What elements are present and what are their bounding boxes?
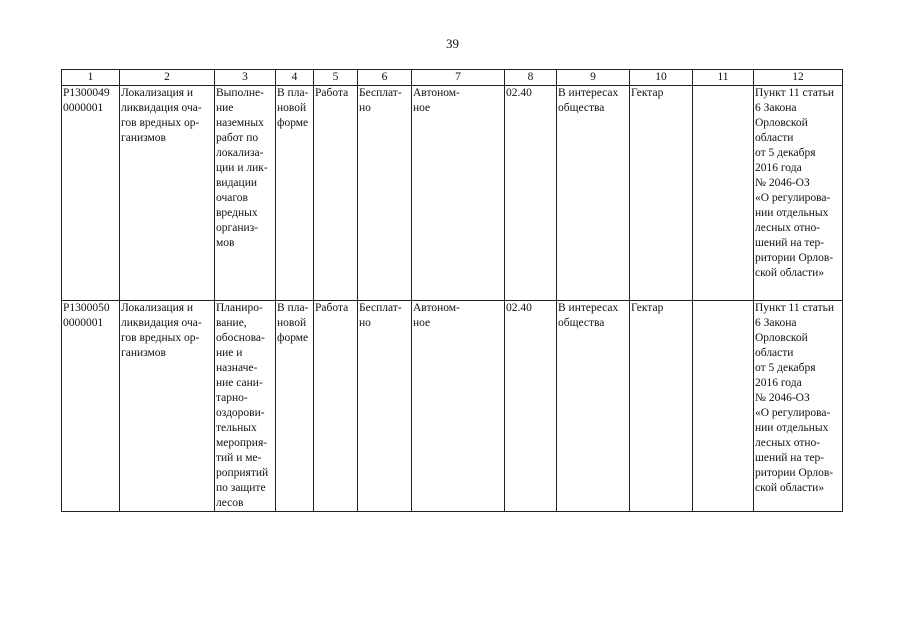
unit-cell: Гектар	[630, 86, 693, 301]
column-header-3: 3	[215, 70, 276, 86]
page-number: 39	[446, 36, 459, 51]
service-name-cell: Локализация и ликвидация оча- гов вредных ор- ганизмов	[120, 301, 215, 512]
column-header-7: 7	[412, 70, 505, 86]
column-header-10: 10	[630, 70, 693, 86]
empty-cell	[693, 86, 754, 301]
column-header-5: 5	[314, 70, 358, 86]
legal-basis-cell: Пункт 11 статьи 6 Закона Орловской области от 5 декабря 2016 года № 2046-ОЗ «О регулирова- нии отдельных лесных отно- шений на тер- ритории Орлов- ской области»	[754, 301, 843, 512]
institution-type-cell: Автоном- ное	[412, 86, 505, 301]
institution-type-cell: Автоном- ное	[412, 301, 505, 512]
column-header-1: 1	[62, 70, 120, 86]
okved-cell: 02.40	[505, 86, 557, 301]
registry-code-cell: P1300049 0000001	[62, 86, 120, 301]
service-name-cell: Локализация и ликвидация оча- гов вредных ор- ганизмов	[120, 86, 215, 301]
registry-code-cell: P1300050 0000001	[62, 301, 120, 512]
payment-cell: Бесплат- но	[358, 301, 412, 512]
service-type-cell: Работа	[314, 86, 358, 301]
payment-cell: Бесплат- но	[358, 86, 412, 301]
table-row	[62, 86, 843, 301]
service-type-cell: Работа	[314, 301, 358, 512]
consumers-cell: В интересах общества	[557, 301, 630, 512]
column-header-2: 2	[120, 70, 215, 86]
unit-cell: Гектар	[630, 301, 693, 512]
legal-basis-cell: Пункт 11 статьи 6 Закона Орловской области от 5 декабря 2016 года № 2046-ОЗ «О регулирова- нии отдельных лесных отно- шений на тер- ритории Орлов- ской области»	[754, 86, 843, 301]
service-form-cell: В пла- новой форме	[276, 86, 314, 301]
service-form-cell: В пла- новой форме	[276, 301, 314, 512]
column-header-9: 9	[557, 70, 630, 86]
services-registry-table	[61, 69, 843, 512]
column-header-4: 4	[276, 70, 314, 86]
column-header-11: 11	[693, 70, 754, 86]
consumers-cell: В интересах общества	[557, 86, 630, 301]
column-header-6: 6	[358, 70, 412, 86]
column-header-8: 8	[505, 70, 557, 86]
service-content-cell: Планиро- вание, обоснова- ние и назначе- ние сани- тарно- оздорови- тельных мероприя- тий и ме- роприятий по защите лесов	[215, 301, 276, 512]
service-content-cell: Выполне- ние наземных работ по локализа- ции и лик- видации очагов вредных организ- мов	[215, 86, 276, 301]
column-header-12: 12	[754, 70, 843, 86]
table-row	[62, 301, 843, 512]
header-row	[62, 70, 843, 86]
okved-cell: 02.40	[505, 301, 557, 512]
empty-cell	[693, 301, 754, 512]
